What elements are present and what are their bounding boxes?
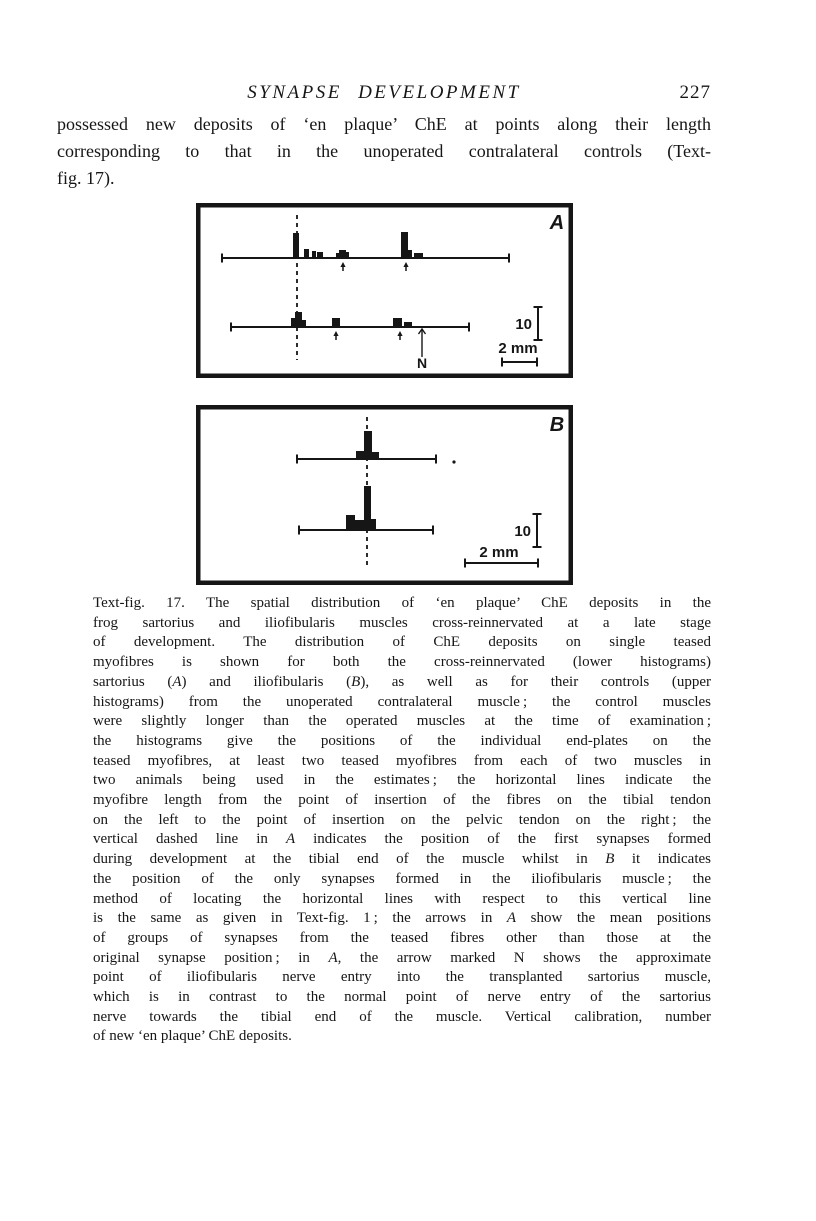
- text-line: on the left to the point of insertion on the pelvic tendon on the right ; the: [93, 811, 711, 828]
- horizontal-scale-label: 2 mm: [479, 544, 519, 561]
- horizontal-scale-label: 2 mm: [498, 340, 538, 357]
- text-line: teased myofibres, at least two teased myofibres from each of two muscles in: [93, 752, 711, 769]
- arrow-up-icon: [403, 262, 408, 267]
- text-line: possessed new deposits of ‘en plaque’ ChE at points along their length: [57, 114, 711, 134]
- histogram-bar: [346, 252, 349, 258]
- histogram-bar: [346, 515, 355, 530]
- histogram-bar: [332, 318, 340, 327]
- histogram-bar: [339, 250, 346, 258]
- histogram-bar: [356, 451, 364, 459]
- histogram-bar: [312, 251, 316, 258]
- histogram-bar: [364, 431, 372, 459]
- text-line: myofibres is shown for both the cross-reinnervated (lower histograms): [93, 654, 711, 671]
- panel-letter: A: [549, 212, 565, 234]
- vertical-scale-label: 10: [515, 316, 532, 333]
- text-line: of development. The distribution of ChE deposits on single teased: [93, 634, 711, 651]
- histogram-bar: [291, 318, 295, 327]
- text-line: Text-fig. 17. The spatial distribution of ‘en plaque’ ChE deposits in the: [93, 595, 711, 611]
- arrow-up-icon: [397, 331, 402, 336]
- text-line: of new ‘en plaque’ ChE deposits.: [93, 1028, 292, 1045]
- print-dot: [452, 460, 455, 463]
- histogram-bar: [393, 318, 402, 327]
- text-line: frog sartorius and iliofibularis muscles cross-reinnervated at a late stage: [93, 614, 711, 631]
- text-line: sartorius (A) and iliofibularis (B), as well as for their controls (upper: [93, 673, 712, 690]
- arrow-up-icon: [333, 331, 338, 336]
- text-line: point of iliofibularis nerve entry into the transplanted sartorius muscle,: [93, 969, 711, 986]
- histogram-bar: [336, 253, 339, 258]
- running-title: SYNAPSE DEVELOPMENT: [247, 82, 521, 103]
- text-line: nerve towards the tibial end of the muscle. Vertical calibration, number: [93, 1008, 711, 1025]
- histogram-bar: [302, 320, 306, 327]
- text-line: the histograms give the positions of the individual end-plates on the: [93, 732, 711, 749]
- text-line: myofibre length from the point of insertion of the fibres on the tibial tendon: [93, 792, 711, 809]
- arrow-up-icon: [340, 262, 345, 267]
- text-line: during development at the tibial end of the muscle whilst in B it indicates: [93, 851, 712, 868]
- body-paragraph: [57, 111, 711, 192]
- histogram-bar: [364, 486, 371, 530]
- text-line: of groups of synapses from the teased fibres other than those at the: [93, 929, 711, 946]
- text-line: method of locating the horizontal lines with respect to this vertical line: [93, 890, 711, 907]
- text-line: were slightly longer than the operated muscles at the time of examination ;: [93, 713, 711, 730]
- histogram-bar: [408, 250, 412, 258]
- text-line: corresponding to that in the unoperated contralateral controls (Text-: [57, 141, 711, 161]
- histogram-bar: [293, 233, 299, 258]
- panel-letter: B: [549, 414, 565, 436]
- histogram-bar: [372, 452, 379, 459]
- nerve-entry-label: N: [416, 355, 428, 371]
- vertical-scale-label: 10: [514, 523, 531, 540]
- page-number: 227: [679, 82, 711, 103]
- histogram-bar: [371, 519, 376, 530]
- text-line: two animals being used in the estimates ; the horizontal lines indicate the: [93, 772, 711, 789]
- histogram-bar: [401, 232, 408, 258]
- text-line: the position of the only synapses formed in the iliofibularis muscle ; the: [93, 870, 711, 887]
- histogram-bar: [355, 520, 364, 530]
- histogram-bar: [295, 312, 302, 327]
- text-line: is the same as given in Text-fig. 1 ; the arrows in A show the mean positions: [93, 910, 712, 927]
- histogram-bar: [404, 322, 412, 327]
- text-line: histograms) from the unoperated contralateral muscle ; the control muscles: [93, 693, 711, 710]
- text-line: original synapse position ; in A, the arrow marked N shows the approximate: [93, 949, 712, 966]
- figure-panel-a: [196, 203, 573, 378]
- histogram-bar: [304, 249, 309, 258]
- page-header: [57, 82, 711, 108]
- histogram-bar: [317, 252, 323, 258]
- figure-caption: [93, 594, 711, 1047]
- text-line: which is in contrast to the normal point of nerve entry of the sartorius: [93, 989, 711, 1006]
- text-line: vertical dashed line in A indicates the position of the first synapses formed: [93, 831, 711, 848]
- histogram-bar: [414, 253, 423, 258]
- figure-panel-b: [196, 405, 573, 585]
- text-line: fig. 17).: [57, 168, 115, 188]
